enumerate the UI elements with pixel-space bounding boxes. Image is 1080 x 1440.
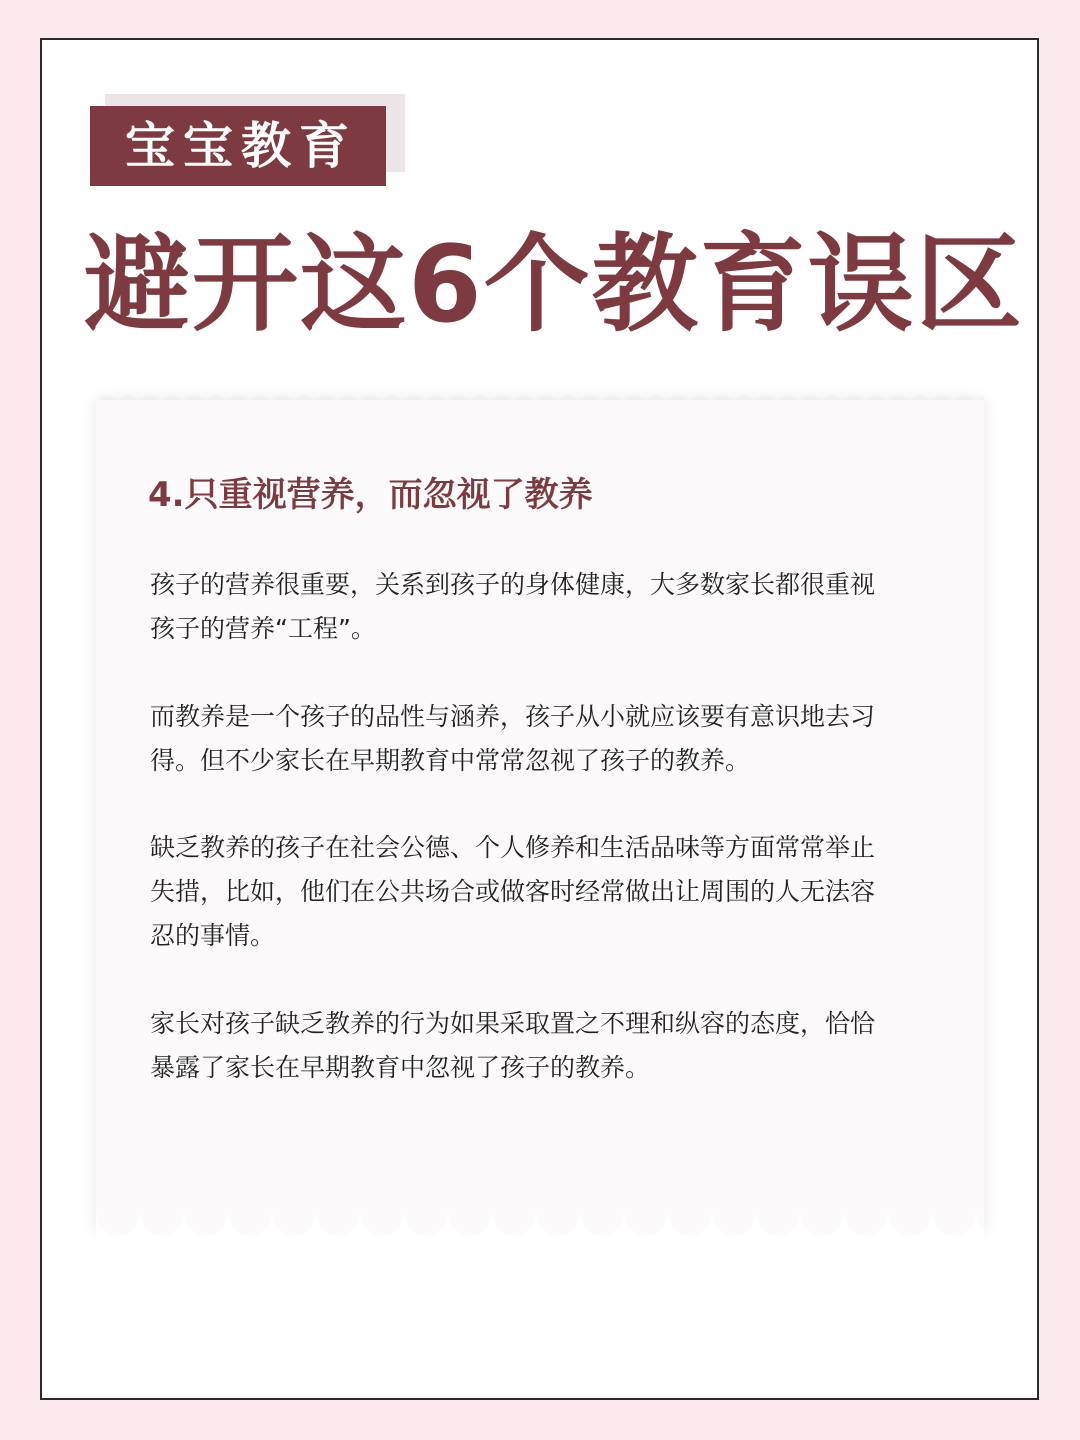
paragraph-line: 而教养是一个孩子的品性与涵养，孩子从小就应该要有意识地去习 [150,702,876,731]
paragraph-4 [150,1002,930,1090]
paragraph-1 [150,563,930,651]
paragraph-line: 得。但不少家长在早期教育中常常忽视了孩子的教养。 [150,746,751,775]
paragraph-line: 忍的事情。 [150,921,276,950]
paragraph-2 [150,695,930,783]
card-bottom-scallop [96,1214,984,1244]
page-title: 避开这6个教育误区 [84,223,1024,346]
section-heading: 4.只重视营养，而忽视了教养 [148,475,593,515]
paragraph-line: 暴露了家长在早期教育中忽视了孩子的教养。 [150,1053,651,1082]
paragraph-line: 缺乏教养的孩子在社会公德、个人修养和生活品味等方面常常举止 [150,833,876,862]
paragraph-line: 孩子的营养“工程”。 [150,614,376,643]
category-tag: 宝宝教育 [90,106,386,186]
paragraph-line: 家长对孩子缺乏教养的行为如果采取置之不理和纵容的态度，恰恰 [150,1009,876,1038]
paragraph-line: 孩子的营养很重要，关系到孩子的身体健康，大多数家长都很重视 [150,570,876,599]
paragraph-line: 失措，比如，他们在公共场合或做客时经常做出让周围的人无法容 [150,877,876,906]
content-card [96,400,984,1230]
paragraph-3 [150,826,930,958]
